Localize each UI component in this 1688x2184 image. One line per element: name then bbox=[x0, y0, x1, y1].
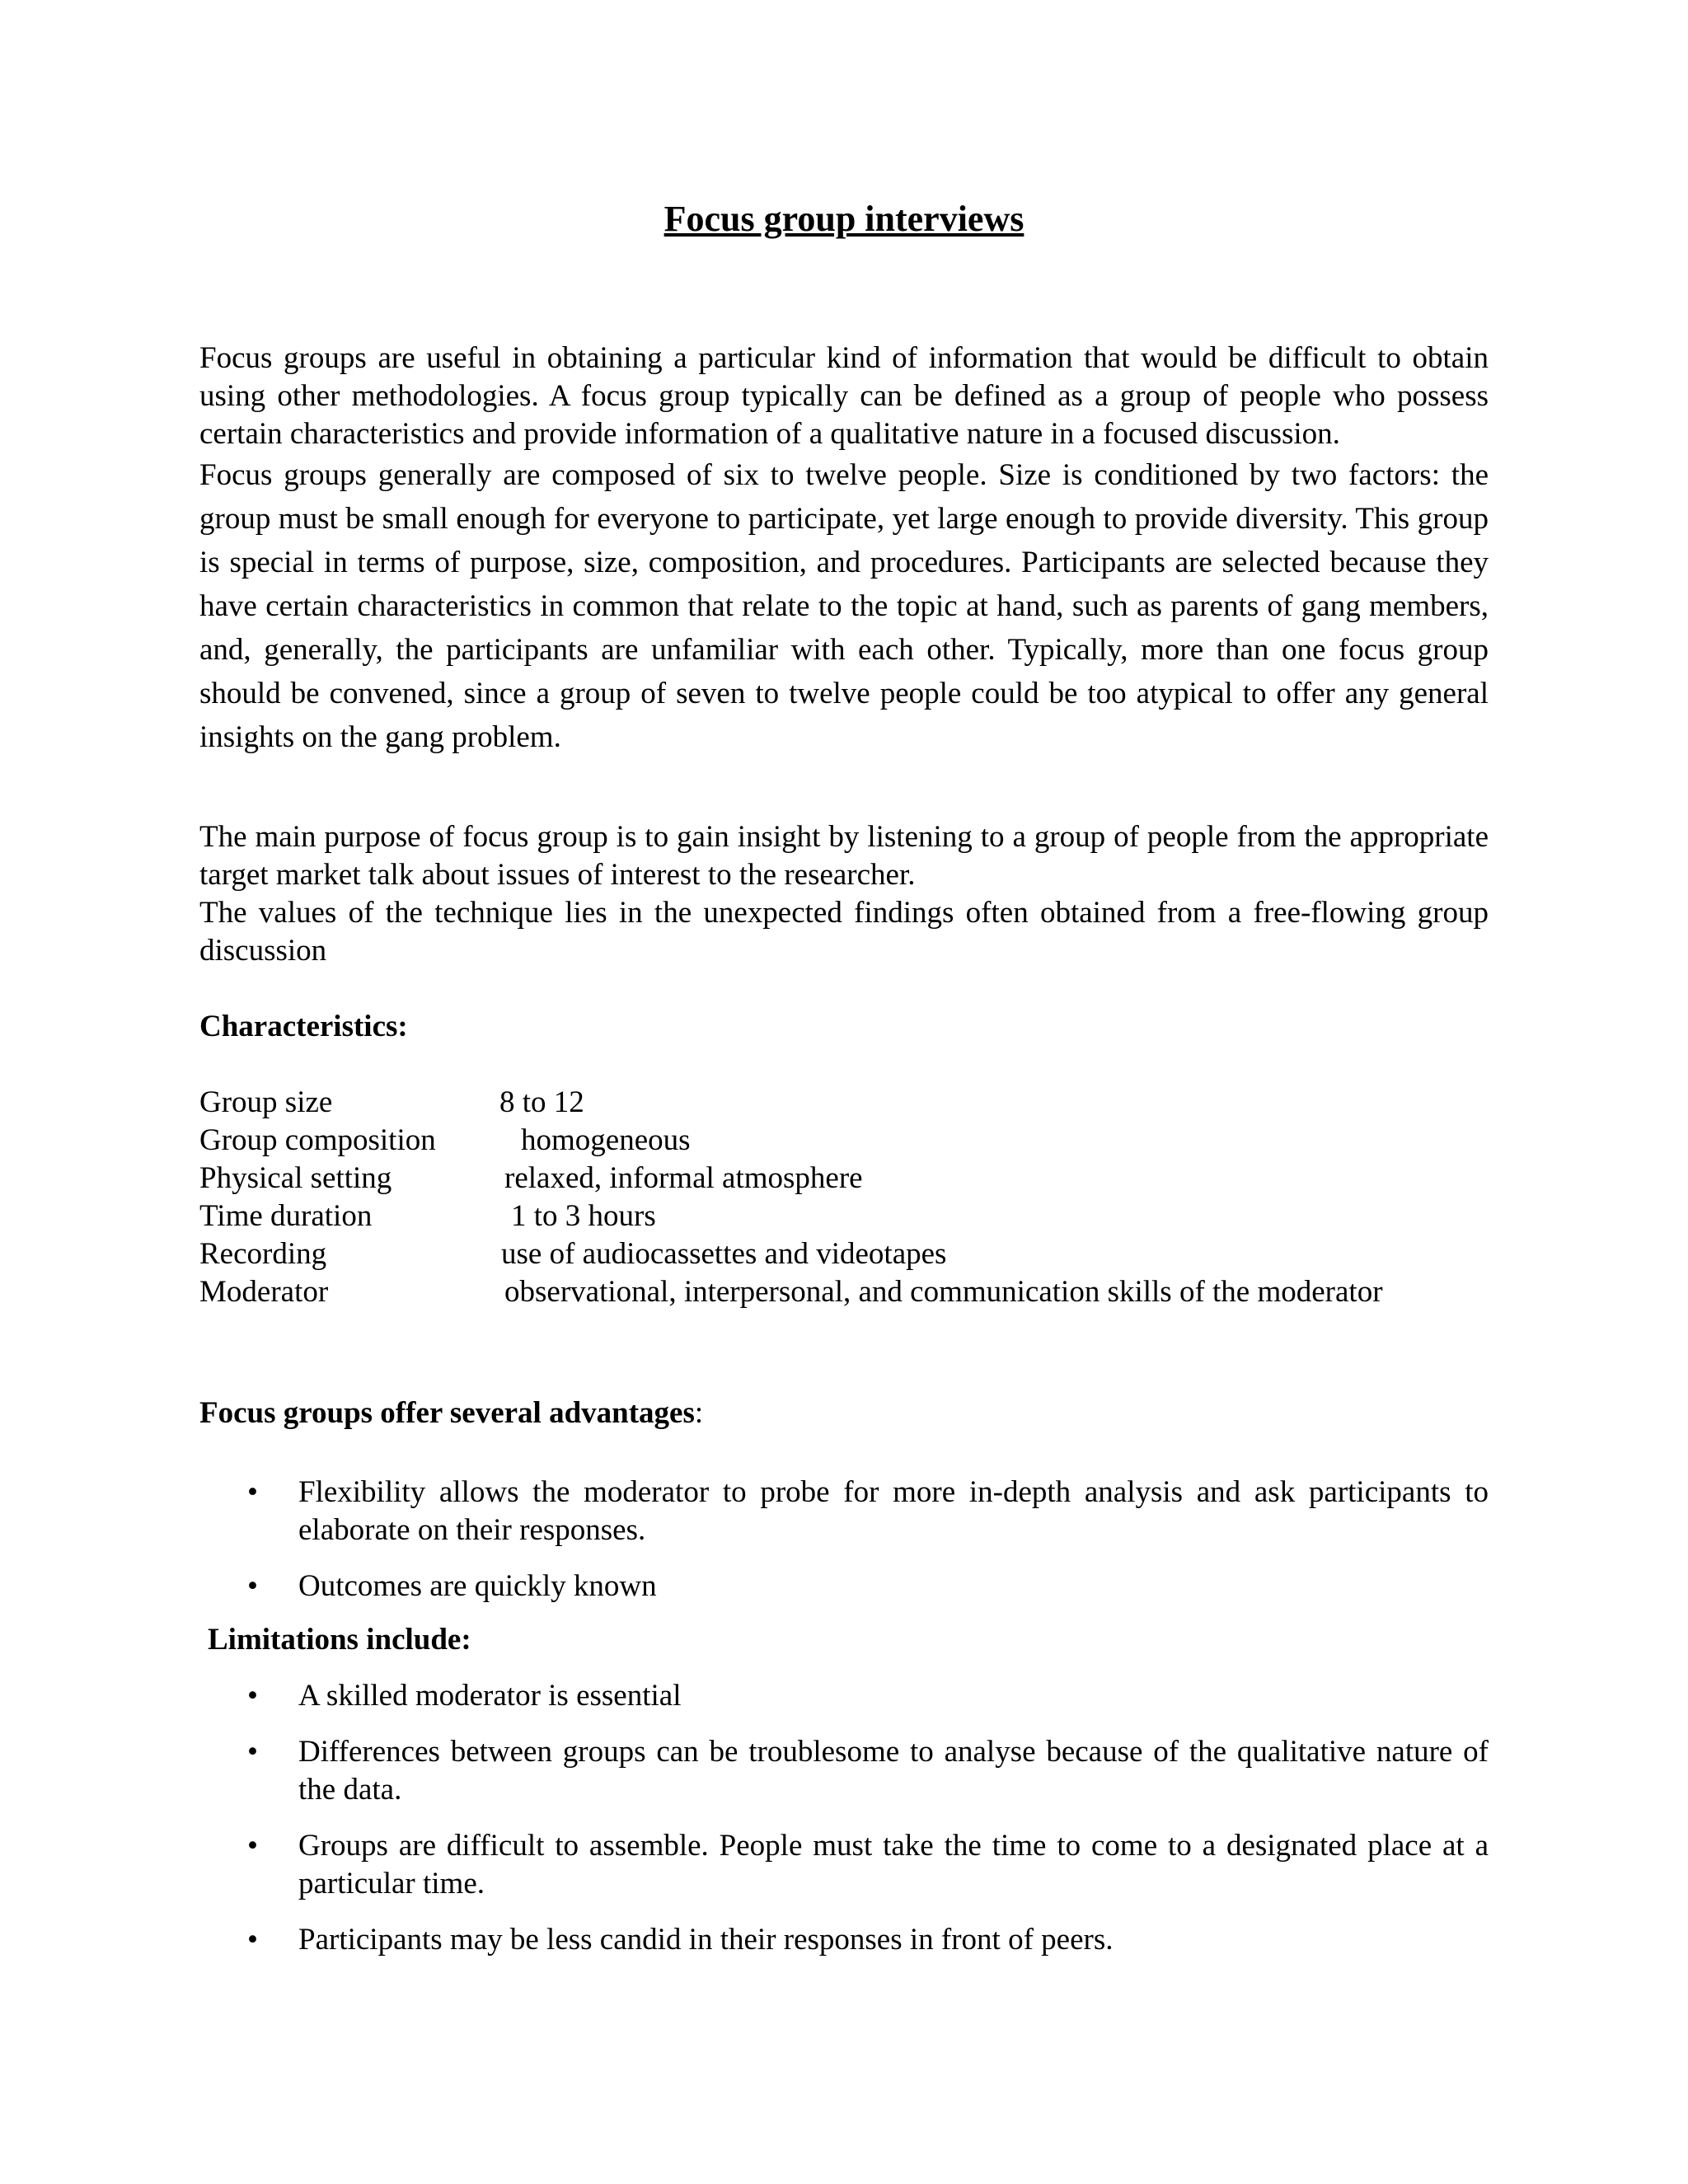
list-item-text: Outcomes are quickly known bbox=[298, 1569, 657, 1603]
characteristic-label: Group size bbox=[199, 1085, 333, 1119]
advantages-list bbox=[199, 1474, 1489, 1605]
bullet-icon: • bbox=[247, 1923, 258, 1957]
advantages-heading bbox=[199, 1394, 1489, 1432]
characteristic-value: observational, interpersonal, and communication skills of the moderator bbox=[504, 1275, 1383, 1309]
characteristic-label: Recording bbox=[199, 1237, 327, 1271]
characteristic-value: 8 to 12 bbox=[499, 1085, 584, 1119]
list-item bbox=[199, 1677, 1489, 1715]
list-item-text: Flexibility allows the moderator to probe for more in-depth analysis and ask participants to elaborate on their responses. bbox=[298, 1475, 1489, 1547]
purpose-section bbox=[199, 818, 1489, 970]
advantages-heading-colon: : bbox=[694, 1396, 704, 1430]
list-item-text: A skilled moderator is essential bbox=[298, 1679, 682, 1713]
characteristic-value: homogeneous bbox=[521, 1123, 691, 1157]
characteristics-heading: Characteristics: bbox=[199, 1010, 408, 1043]
limitations-section bbox=[199, 1621, 1489, 1959]
characteristics-section bbox=[199, 1008, 1489, 1311]
characteristics-row bbox=[199, 1160, 1383, 1197]
list-item bbox=[199, 1827, 1489, 1903]
intro-paragraph-2: Focus groups generally are composed of six to twelve people. Size is conditioned by two factors: the group must be small enough for everyone to participate, yet large enough to provide diversity. This group is special in terms of purpose, size, composition, and procedures. Participants are selected because they have certain characteristics in common that relate to the topic at hand, such as parents of gang members, and, generally, the participants are unfamiliar with each other. Typically, more than one focus group should be convened, since a group of seven to twelve people could be too atypical to offer any general insights on the gang problem. bbox=[199, 458, 1489, 754]
characteristics-table bbox=[199, 1084, 1383, 1311]
list-item bbox=[199, 1921, 1489, 1959]
advantages-heading-text: Focus groups offer several advantages bbox=[199, 1396, 695, 1430]
limitations-heading: Limitations include: bbox=[208, 1623, 471, 1657]
characteristics-row bbox=[199, 1122, 1383, 1160]
bullet-icon: • bbox=[247, 1735, 258, 1769]
page-title: Focus group interviews bbox=[663, 199, 1025, 239]
value-paragraph: The values of the technique lies in the unexpected findings often obtained from a free-flowing group discussion bbox=[199, 896, 1489, 968]
purpose-paragraph: The main purpose of focus group is to gain insight by listening to a group of people from the appropriate target market talk about issues of interest to the researcher. bbox=[199, 820, 1489, 892]
characteristic-label: Moderator bbox=[199, 1275, 329, 1309]
characteristics-row bbox=[199, 1197, 1383, 1235]
bullet-icon: • bbox=[247, 1679, 258, 1713]
list-item-text: Groups are difficult to assemble. People must take the time to come to a designated place at a particular time. bbox=[298, 1829, 1489, 1900]
bullet-icon: • bbox=[247, 1475, 258, 1509]
characteristic-label: Physical setting bbox=[199, 1161, 392, 1195]
list-item bbox=[199, 1733, 1489, 1809]
intro-paragraph-1: Focus groups are useful in obtaining a particular kind of information that would be difficult to obtain using other methodologies. A focus group typically can be defined as a group of people who possess certain characteristics and provide information of a qualitative nature in a focused discussion. bbox=[199, 341, 1489, 451]
intro-section bbox=[199, 340, 1489, 759]
characteristics-row bbox=[199, 1084, 1383, 1122]
characteristic-label: Time duration bbox=[199, 1199, 373, 1233]
characteristic-label: Group composition bbox=[199, 1123, 436, 1157]
advantages-section bbox=[199, 1394, 1489, 1605]
bullet-icon: • bbox=[247, 1829, 258, 1863]
list-item-text: Participants may be less candid in their responses in front of peers. bbox=[298, 1923, 1114, 1957]
limitations-list bbox=[199, 1677, 1489, 1959]
list-item bbox=[199, 1568, 1489, 1605]
characteristics-row bbox=[199, 1235, 1383, 1273]
list-item-text: Differences between groups can be troublesome to analyse because of the qualitative nature of the data. bbox=[298, 1735, 1489, 1807]
list-item bbox=[199, 1474, 1489, 1549]
characteristics-row bbox=[199, 1273, 1383, 1311]
bullet-icon: • bbox=[247, 1569, 258, 1603]
characteristic-value: 1 to 3 hours bbox=[511, 1199, 656, 1233]
characteristic-value: relaxed, informal atmosphere bbox=[504, 1161, 863, 1195]
characteristic-value: use of audiocassettes and videotapes bbox=[501, 1237, 947, 1271]
